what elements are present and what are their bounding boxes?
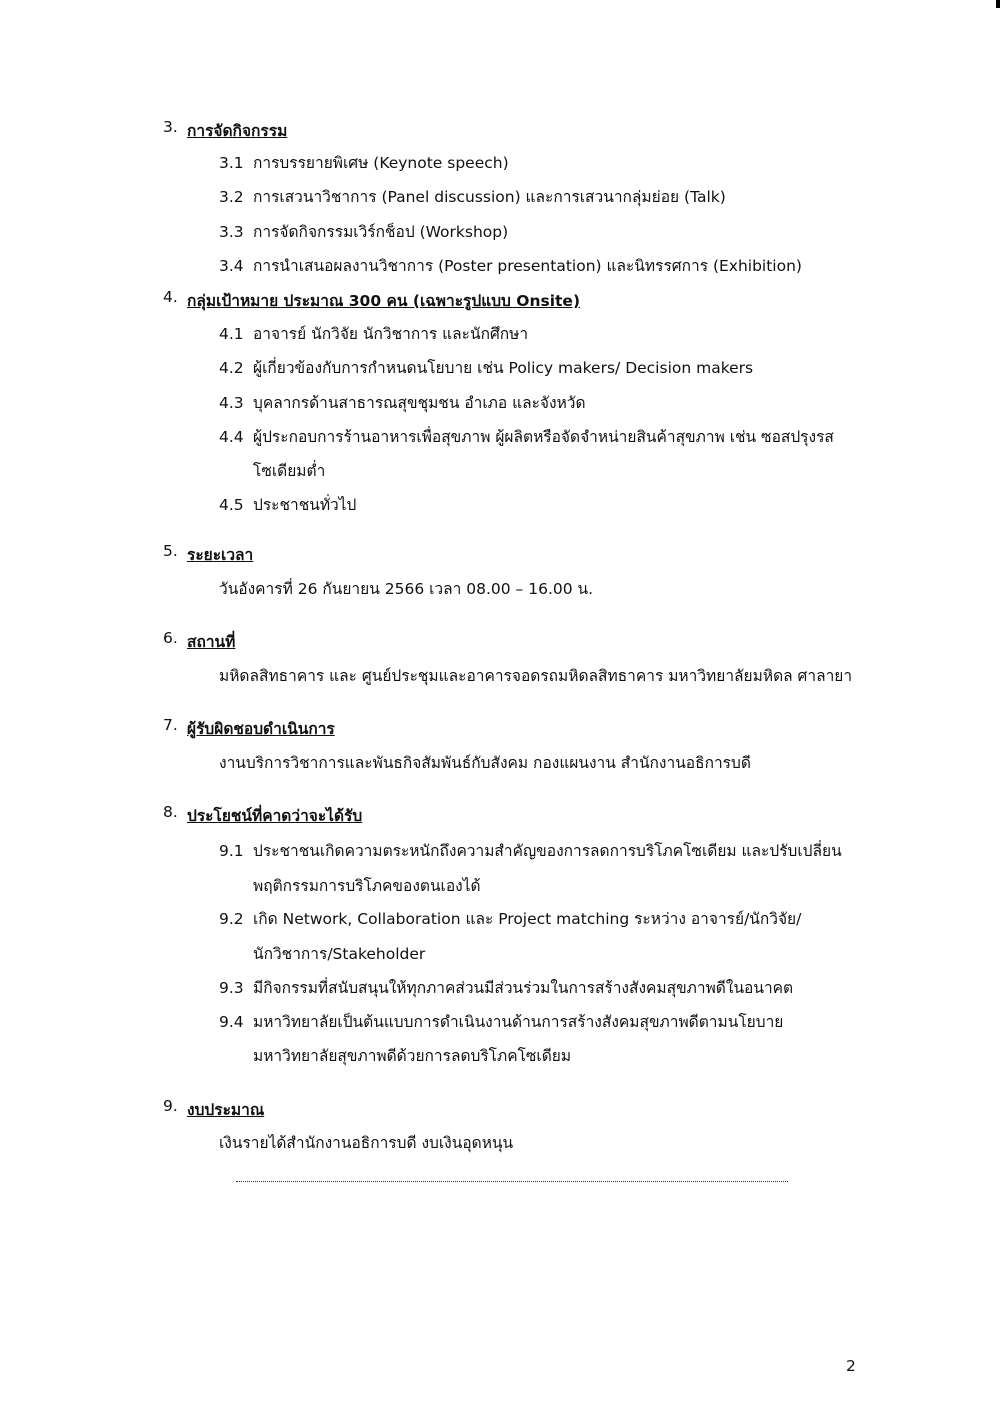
item-text: ประชาชนทั่วไป [253,496,357,514]
item-number: 9.1 [219,842,244,860]
list-item [219,838,842,863]
list-item [219,150,509,175]
item-continuation: พฤติกรรมการบริโภคของตนเองได้ [253,877,481,895]
section-9-number: 9. [163,1097,178,1115]
item-continuation: โซเดียมต่ำ [253,462,326,480]
item-number: 9.4 [219,1013,244,1031]
list-item [219,424,834,449]
dotted-divider [236,1181,788,1182]
list-item [219,355,753,380]
item-text: การนำเสนอผลงานวิชาการ (Poster presentation) และนิทรรศการ (Exhibition) [253,257,802,275]
item-text: ประชาชนเกิดความตระหนักถึงความสำคัญของการลดการบริโภคโซเดียม และปรับเปลี่ยน [253,842,842,860]
section-4-number: 4. [163,288,178,306]
section-9-body: เงินรายได้สำนักงานอธิการบดี งบเงินอุดหนุน [219,1134,514,1152]
section-3-heading: การจัดกิจกรรม [187,122,288,140]
item-number: 4.4 [219,428,244,446]
list-item [219,492,356,517]
list-item [219,975,793,1000]
section-3-number: 3. [163,118,178,136]
item-number: 4.5 [219,496,244,514]
list-item [219,219,508,244]
list-item [219,1009,783,1034]
list-item [219,253,802,278]
item-text: เกิด Network, Collaboration และ Project matching ระหว่าง อาจารย์/นักวิจัย/ [253,910,802,928]
item-number: 9.2 [219,910,244,928]
item-number: 4.3 [219,394,244,412]
section-8-number: 8. [163,803,178,821]
item-text: ผู้ประกอบการร้านอาหารเพื่อสุขภาพ ผู้ผลิตหรือจัดจำหน่ายสินค้าสุขภาพ เช่น ซอสปรุงรส [253,428,834,446]
list-item [219,184,726,209]
page-number: 2 [846,1357,856,1375]
section-6-heading: สถานที่ [187,633,236,651]
section-7-heading: ผู้รับผิดชอบดำเนินการ [187,720,335,738]
item-text: การบรรยายพิเศษ (Keynote speech) [253,154,509,172]
item-text: การจัดกิจกรรมเวิร์กช็อป (Workshop) [253,223,509,241]
section-6-body: มหิดลสิทธาคาร และ ศูนย์ประชุมและอาคารจอดรถมหิดลสิทธาคาร มหาวิทยาลัยมหิดล ศาลายา [219,667,853,685]
item-text: การเสวนาวิชาการ (Panel discussion) และการเสวนากลุ่มย่อย (Talk) [253,188,726,206]
item-text: มีกิจกรรมที่สนับสนุนให้ทุกภาคส่วนมีส่วนร่วมในการสร้างสังคมสุขภาพดีในอนาคต [253,979,794,997]
item-number: 3.1 [219,154,244,172]
section-5-body: วันอังคารที่ 26 กันยายน 2566 เวลา 08.00 – 16.00 น. [219,580,594,598]
scan-mark [996,0,1000,8]
section-5-heading: ระยะเวลา [187,546,254,564]
section-5-number: 5. [163,542,178,560]
item-number: 4.1 [219,325,244,343]
item-number: 9.3 [219,979,244,997]
item-number: 3.2 [219,188,244,206]
section-8-heading: ประโยชน์ที่คาดว่าจะได้รับ [187,807,363,825]
section-4-heading: กลุ่มเป้าหมาย ประมาณ 300 คน (เฉพาะรูปแบบ Onsite) [187,292,581,310]
list-item [219,906,801,931]
section-6-number: 6. [163,629,178,647]
item-number: 3.4 [219,257,244,275]
item-number: 4.2 [219,359,244,377]
item-number: 3.3 [219,223,244,241]
section-7-number: 7. [163,716,178,734]
item-text: อาจารย์ นักวิจัย นักวิชาการ และนักศึกษา [253,325,529,343]
section-9-heading: งบประมาณ [187,1101,265,1119]
item-continuation: มหาวิทยาลัยสุขภาพดีด้วยการลดบริโภคโซเดียม [253,1047,572,1065]
item-continuation: นักวิชาการ/Stakeholder [253,945,426,963]
section-7-body: งานบริการวิชาการและพันธกิจสัมพันธ์กับสังคม กองแผนงาน สำนักงานอธิการบดี [219,754,751,772]
item-text: มหาวิทยาลัยเป็นต้นแบบการดำเนินงานด้านการสร้างสังคมสุขภาพดีตามนโยบาย [253,1013,784,1031]
item-text: บุคลากรด้านสาธารณสุขชุมชน อำเภอ และจังหวัด [253,394,586,412]
list-item [219,321,528,346]
list-item [219,390,586,415]
item-text: ผู้เกี่ยวข้องกับการกำหนดนโยบาย เช่น Policy makers/ Decision makers [253,359,754,377]
